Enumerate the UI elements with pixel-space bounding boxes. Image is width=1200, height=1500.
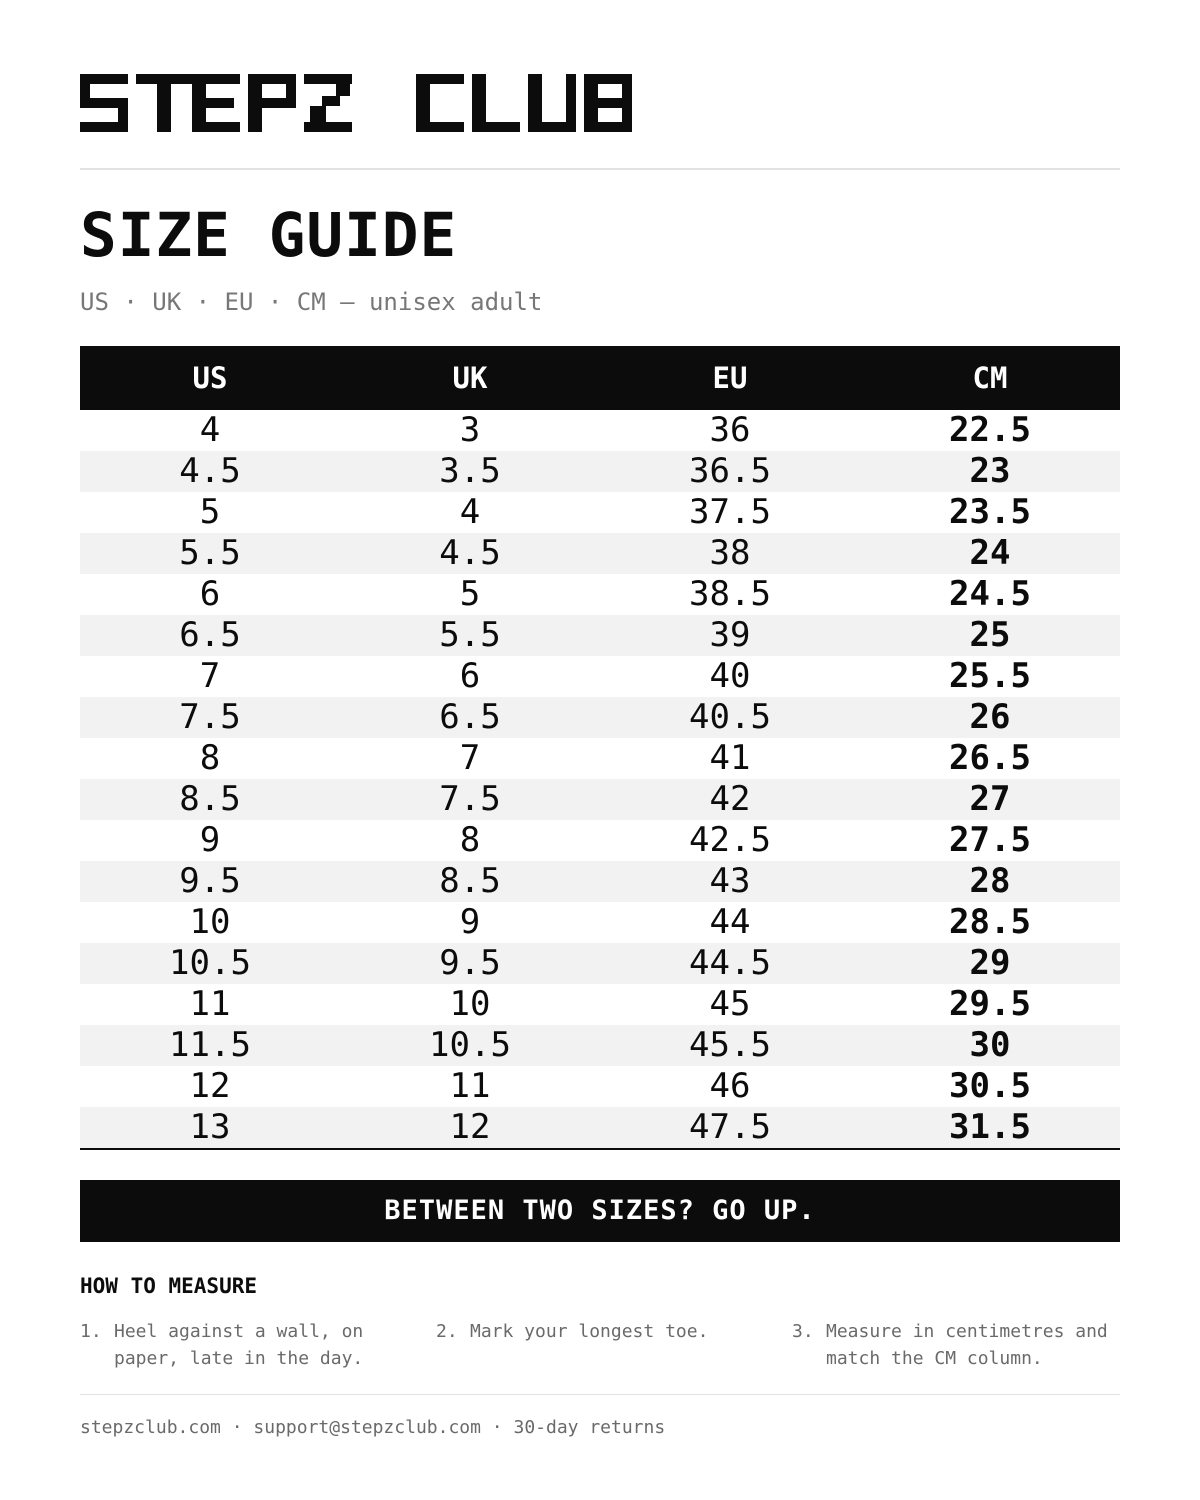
table-header-row (80, 346, 1120, 410)
cell-eu: 46 (709, 1066, 751, 1106)
step-number: 1. (80, 1321, 102, 1342)
size-table (80, 346, 1120, 1148)
cell-eu: 36.5 (600, 451, 860, 492)
cell-uk: 9.5 (340, 943, 600, 984)
column-header-uk: UK (340, 346, 600, 410)
brand-logo (80, 74, 640, 134)
cell-uk: 4.5 (340, 533, 600, 574)
step-text: Mark your longest toe. (470, 1321, 709, 1342)
table-row (80, 615, 1120, 656)
cell-cm: 29.5 (949, 984, 1031, 1024)
cell-eu: 38.5 (689, 574, 771, 614)
cell-cm: 28.5 (949, 902, 1031, 942)
cell-eu: 45.5 (600, 1025, 860, 1066)
measure-step-3 (792, 1318, 1112, 1372)
cell-uk: 5 (459, 574, 481, 614)
cell-eu: 42 (600, 779, 860, 820)
cell-cm: 22.5 (949, 410, 1031, 450)
cell-eu: 36 (709, 410, 751, 450)
cell-cm: 28 (860, 861, 1120, 902)
table-row (80, 943, 1120, 984)
cell-us: 9 (199, 820, 221, 860)
cell-us: 5 (199, 492, 221, 532)
cell-eu: 40.5 (600, 697, 860, 738)
cell-cm: 26 (860, 697, 1120, 738)
cell-us: 13 (80, 1107, 340, 1148)
cell-us: 6.5 (80, 615, 340, 656)
cell-us: 11 (189, 984, 231, 1024)
cell-uk: 10.5 (340, 1025, 600, 1066)
table-row (80, 656, 1120, 697)
cell-cm: 29 (860, 943, 1120, 984)
cell-eu: 44.5 (600, 943, 860, 984)
table-row (80, 410, 1120, 451)
table-row (80, 861, 1120, 902)
measure-heading: HOW TO MEASURE (80, 1274, 258, 1298)
cell-cm: 24 (860, 533, 1120, 574)
cell-cm: 23 (860, 451, 1120, 492)
cell-cm: 27.5 (949, 820, 1031, 860)
cell-us: 4 (199, 410, 221, 450)
cell-cm: 24.5 (949, 574, 1031, 614)
cell-us: 8 (199, 738, 221, 778)
table-body (80, 410, 1120, 1148)
size-tip-banner: BETWEEN TWO SIZES? GO UP. (80, 1180, 1120, 1242)
cell-uk: 4 (459, 492, 481, 532)
table-row (80, 492, 1120, 533)
page-subtitle: US · UK · EU · CM — unisex adult (80, 288, 543, 316)
table-row (80, 574, 1120, 615)
footer-contact: stepzclub.com · support@stepzclub.com · 30-day returns (80, 1417, 666, 1438)
cell-us: 9.5 (80, 861, 340, 902)
cell-uk: 7 (459, 738, 481, 778)
cell-cm: 30 (860, 1025, 1120, 1066)
cell-uk: 8 (459, 820, 481, 860)
cell-cm: 27 (860, 779, 1120, 820)
cell-cm: 30.5 (949, 1066, 1031, 1106)
table-row (80, 1066, 1120, 1107)
footer-divider (80, 1394, 1120, 1395)
table-row (80, 1025, 1120, 1066)
step-number: 3. (792, 1321, 814, 1342)
cell-uk: 5.5 (340, 615, 600, 656)
cell-us: 8.5 (80, 779, 340, 820)
table-row (80, 902, 1120, 943)
cell-uk: 12 (340, 1107, 600, 1148)
cell-eu: 47.5 (600, 1107, 860, 1148)
measure-step-1 (80, 1318, 400, 1372)
table-row (80, 697, 1120, 738)
table-row (80, 820, 1120, 861)
cell-eu: 45 (709, 984, 751, 1024)
cell-eu: 42.5 (689, 820, 771, 860)
step-number: 2. (436, 1321, 458, 1342)
page-title: SIZE GUIDE (80, 200, 458, 271)
cell-us: 12 (189, 1066, 231, 1106)
cell-eu: 40 (709, 656, 751, 696)
cell-uk: 3 (459, 410, 481, 450)
cell-us: 10 (189, 902, 231, 942)
cell-eu: 44 (709, 902, 751, 942)
cell-eu: 41 (709, 738, 751, 778)
cell-cm: 25.5 (949, 656, 1031, 696)
cell-uk: 7.5 (340, 779, 600, 820)
cell-eu: 37.5 (689, 492, 771, 532)
cell-eu: 38 (600, 533, 860, 574)
cell-us: 6 (199, 574, 221, 614)
cell-cm: 23.5 (949, 492, 1031, 532)
cell-us: 7.5 (80, 697, 340, 738)
cell-us: 7 (199, 656, 221, 696)
table-bottom-rule (80, 1148, 1120, 1150)
cell-eu: 39 (600, 615, 860, 656)
cell-us: 4.5 (80, 451, 340, 492)
cell-us: 11.5 (80, 1025, 340, 1066)
table-row (80, 738, 1120, 779)
cell-uk: 6.5 (340, 697, 600, 738)
table-row (80, 779, 1120, 820)
cell-cm: 31.5 (860, 1107, 1120, 1148)
table-row (80, 1107, 1120, 1148)
table-row (80, 451, 1120, 492)
step-text: Measure in centimetres and match the CM column. (826, 1321, 1108, 1369)
cell-uk: 3.5 (340, 451, 600, 492)
step-text: Heel against a wall, on paper, late in the day. (114, 1321, 364, 1369)
table-row (80, 984, 1120, 1025)
cell-us: 5.5 (80, 533, 340, 574)
table-row (80, 533, 1120, 574)
cell-uk: 9 (459, 902, 481, 942)
cell-uk: 11 (449, 1066, 491, 1106)
column-header-cm: CM (860, 346, 1120, 410)
cell-us: 10.5 (80, 943, 340, 984)
cell-cm: 26.5 (949, 738, 1031, 778)
measure-step-2 (436, 1318, 756, 1345)
column-header-us: US (80, 346, 340, 410)
cell-eu: 43 (600, 861, 860, 902)
column-header-eu: EU (600, 346, 860, 410)
cell-uk: 10 (449, 984, 491, 1024)
cell-uk: 8.5 (340, 861, 600, 902)
cell-cm: 25 (860, 615, 1120, 656)
logo-divider (80, 168, 1120, 170)
cell-uk: 6 (459, 656, 481, 696)
